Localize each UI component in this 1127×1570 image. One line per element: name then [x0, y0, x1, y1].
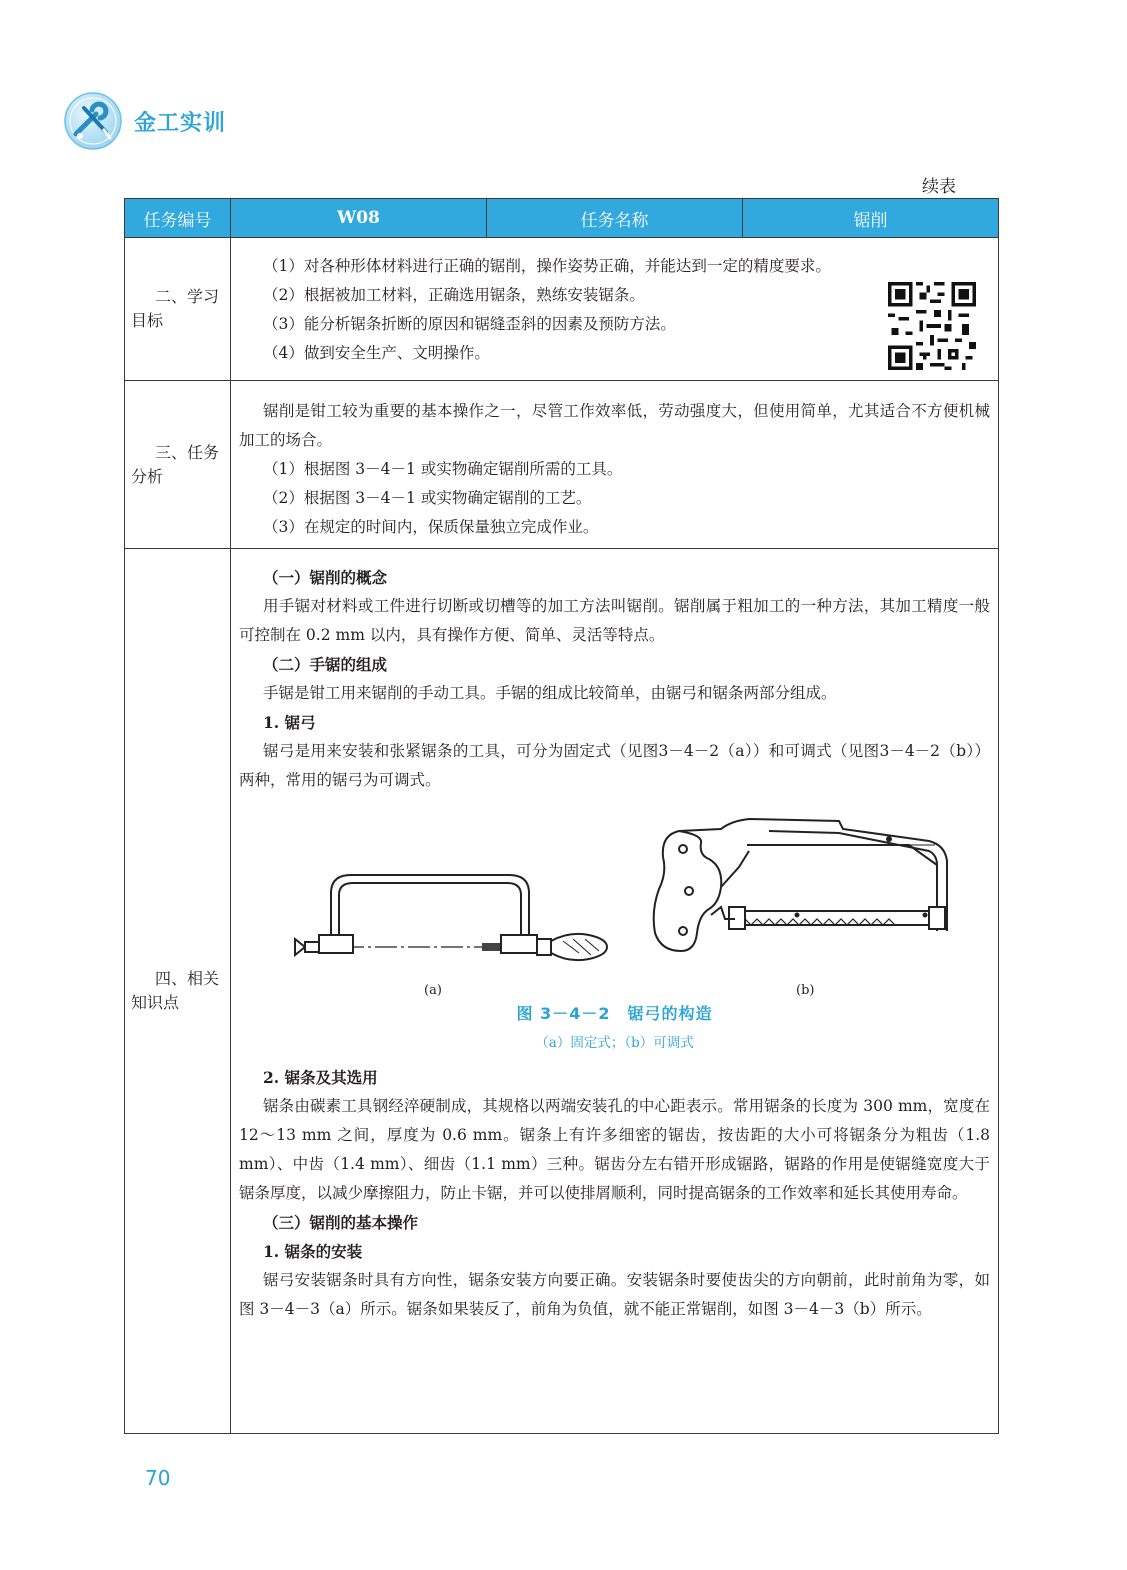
subsection-heading: 1. 锯条的安装 — [263, 1242, 363, 1261]
subsection-heading: 1. 锯弓 — [263, 713, 316, 732]
paragraph: （1）根据图 3－4－1 或实物确定锯削所需的工具。 — [263, 460, 623, 478]
figure-label-a: (a) — [424, 983, 442, 998]
paragraph: 用手锯对材料或工件进行切断或切槽等的加工方法叫锯削。锯削属于粗加工的一种方法，其加工精度一般可控制在 0.2 mm 以内，具有操作方便、简单、灵活等特点。 — [239, 597, 990, 644]
adjustable-hacksaw-illustration — [639, 811, 969, 986]
paragraph: 锯条由碳素工具钢经淬硬制成，其规格以两端安装孔的中心距表示。常用锯条的长度为 300 mm，宽度在 12～13 mm 之间，厚度为 0.6 mm。锯条上有许多细密的锯齿，按齿距的大小可将锯条分为粗齿（1.8 mm）、中齿（1.4 mm）、细齿（1.1 mm）三种。锯齿分左右错开形成锯路，锯路的作用是使锯缝宽度大于锯条厚度，以减少摩擦阻力，防止卡锯，并可以使排屑顺利，同时提高锯条的工作效率和延长其使用寿命。 — [239, 1097, 991, 1202]
paragraph: 锯弓是用来安装和张紧锯条的工具，可分为固定式（见图3－4－2（a））和可调式（见图3－4－2（b））两种，常用的锯弓为可调式。 — [239, 742, 990, 789]
header-task-name-label: 任务名称 — [487, 199, 743, 238]
paragraph: （4）做到安全生产、文明操作。 — [263, 344, 490, 362]
section-heading: （二）手锯的组成 — [263, 655, 388, 674]
table-header-row — [125, 199, 999, 238]
wrench-screwdriver-icon — [62, 90, 124, 152]
qr-code-icon — [888, 282, 976, 370]
row-label-objectives: 二、学习 目标 — [125, 238, 231, 381]
section-heading: （一）锯削的概念 — [263, 568, 388, 587]
paragraph: 锯削是钳工较为重要的基本操作之一，尽管工作效率低，劳动强度大，但使用简单，尤其适合不方便机械加工的场合。 — [239, 402, 990, 449]
figure-title: 图 3－4－2 锯弓的构造 — [516, 1004, 713, 1023]
table-row — [125, 381, 999, 549]
table-row — [125, 549, 999, 1434]
book-title: 金工实训 — [134, 110, 227, 136]
continued-label: 续表 — [922, 177, 956, 197]
row-label-knowledge: 四、相关 知识点 — [125, 549, 231, 1434]
page-header — [62, 88, 226, 154]
table-row — [125, 238, 999, 381]
paragraph: （1）对各种形体材料进行正确的锯削，操作姿势正确，并能达到一定的精度要求。 — [263, 257, 831, 275]
figure-subtitle: （a）固定式；（b）可调式 — [535, 1035, 694, 1051]
subsection-heading: 2. 锯条及其选用 — [263, 1068, 378, 1087]
page-number: 70 — [145, 1466, 171, 1490]
paragraph: 锯弓安装锯条时具有方向性，锯条安装方向要正确。安装锯条时要使齿尖的方向朝前，此时前角为零，如图 3－4－3（a）所示。锯条如果装反了，前角为负值，就不能正常锯削，如图 3－4－3（b）所示。 — [239, 1271, 990, 1318]
header-task-number: 任务编号 — [125, 199, 231, 238]
fixed-hacksaw-illustration — [279, 863, 619, 983]
knowledge-content — [231, 549, 999, 1434]
analysis-content — [231, 381, 999, 549]
figure-hacksaw-frame — [239, 803, 990, 1053]
paragraph: （3）能分析锯条折断的原因和锯缝歪斜的因素及预防方法。 — [263, 315, 676, 333]
paragraph: （2）根据被加工材料，正确选用锯条，熟练安装锯条。 — [263, 286, 645, 304]
paragraph: 手锯是钳工用来锯削的手动工具。手锯的组成比较简单，由锯弓和锯条两部分组成。 — [263, 684, 837, 702]
section-heading: （三）锯削的基本操作 — [263, 1213, 419, 1232]
paragraph: （2）根据图 3－4－1 或实物确定锯削的工艺。 — [263, 489, 592, 507]
row-label-analysis: 三、任务 分析 — [125, 381, 231, 549]
header-task-name: 锯削 — [743, 199, 999, 238]
figure-label-b: (b) — [796, 983, 815, 998]
paragraph: （3）在规定的时间内，保质保量独立完成作业。 — [263, 518, 599, 536]
header-task-code: W08 — [231, 199, 487, 238]
task-table — [124, 198, 999, 1434]
objectives-content — [231, 238, 999, 381]
